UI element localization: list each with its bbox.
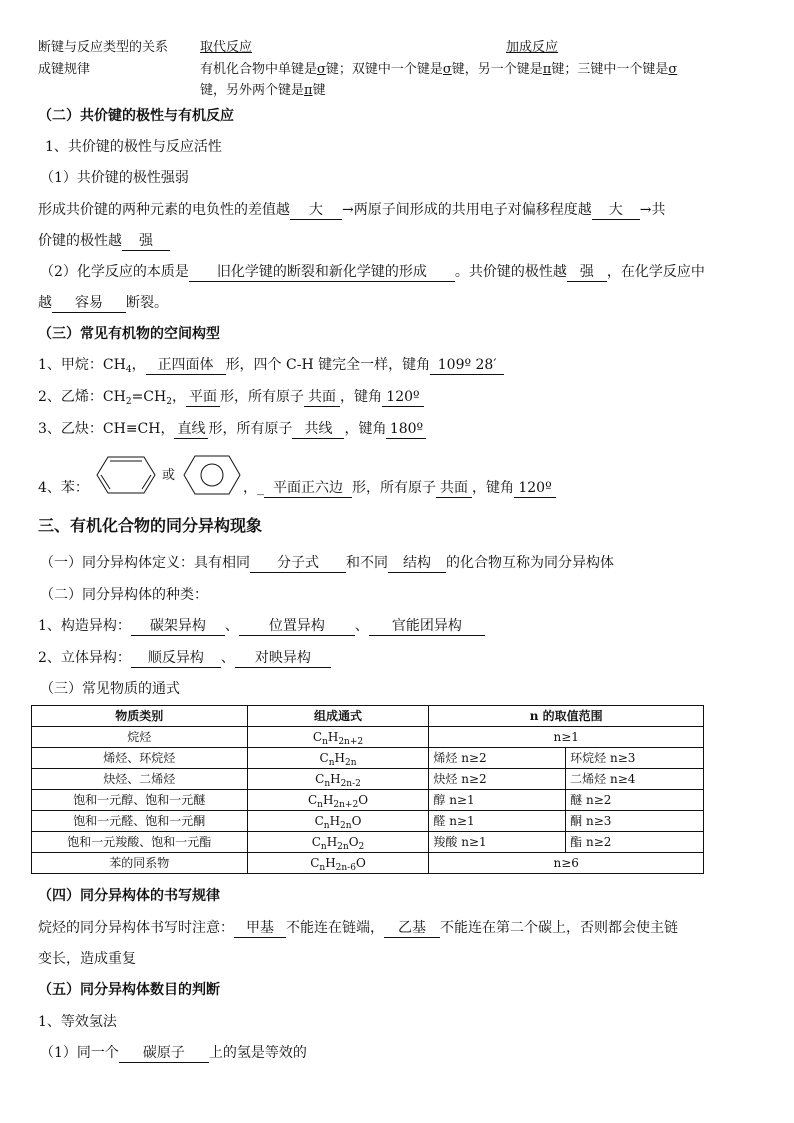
benzene-label: 4、苯： [38, 480, 89, 496]
isomerism-title: 三、有机化合物的同分异构现象 [38, 516, 263, 535]
section-polarity-title: （二）共价键的极性与有机反应 [38, 108, 234, 124]
substitution-reaction: 取代反应 [200, 40, 253, 55]
table-row: 饱和一元羧酸、饱和一元酯 $C_nH_{2n}O_2$ 羧酸 n≥1 酯 n≥2 [32, 832, 704, 853]
blank-carbon-skeleton: 碳架异构 [131, 617, 225, 636]
blank-colinear: 共线 [292, 420, 344, 439]
isomer-count-title: （五）同分异构体数目的判断 [38, 982, 220, 998]
table-header-row [32, 706, 704, 727]
benzene-kekule-icon [96, 456, 156, 494]
bond-rule-text: 有机化合物中单键是σ键；双键中一个键是σ键，另一个键是π键；三键中一个键是σ [200, 62, 678, 77]
blank-angle-3: 180º [386, 420, 426, 439]
blank-coplanar: 共面 [304, 388, 340, 407]
writing-rule-line-1: 烷烃的同分异构体书写时注意： 甲基 不能连在链端， 乙基 不能连在第二个碳上，否则都会使主链 [38, 920, 678, 936]
table-row: 苯的同系物 $C_nH_{2n-6}O$ n≥6 [32, 853, 704, 874]
header-n-range: n 的取值范围 [429, 706, 704, 727]
benzene-line: ，_ 平面正六边 形，所有原子 共面 ，键角 120º [243, 478, 556, 498]
blank-enantiomer: 对映异构 [235, 649, 331, 668]
equivalent-h-line: （1）同一个 碳原子 上的氢是等效的 [40, 1045, 307, 1061]
methane-line: 1、甲烷：$CH_4$， 正四面体 形，四个 C-H 键完全一样，键角 109º 28′ [38, 355, 504, 375]
formulas-title: （三）常见物质的通式 [40, 681, 180, 697]
table-row: 饱和一元醛、饱和一元酮 $C_nH_{2n}O$ 醛 n≥1 酮 n≥3 [32, 811, 704, 832]
ethylene-line: 2、乙烯：$CH_2=CH_2$， 平面 形，所有原子 共面 ，键角 120º [38, 387, 424, 407]
blank-strong-2: 强 [567, 263, 607, 282]
blank-big-1: 大 [290, 201, 342, 220]
constitutional-isomer-line: 1、构造异构： 碳架异构 、 位置异构 、 官能团异构 [38, 616, 485, 636]
blank-tetrahedron: 正四面体 [146, 356, 226, 375]
polarity-line-1: 形成共价键的两种元素的电负性的差值越 大 →两原子间形成的共用电子对偏移程度越 大 →共 [38, 202, 666, 218]
blank-formula: 分子式 [250, 554, 346, 573]
equivalent-h-heading: 1、等效氢法 [38, 1014, 117, 1030]
reaction-essence-line: （2）化学反应的本质是 旧化学键的断裂和新化学键的形成 。共价键的极性越 强 ，在化学反应中 [40, 264, 705, 280]
blank-essence: 旧化学键的断裂和新化学键的形成 [189, 263, 455, 282]
bond-reaction-label: 断键与反应类型的关系 [38, 40, 169, 55]
header-formula: 组成通式 [247, 706, 429, 727]
blank-easy: 容易 [52, 294, 126, 313]
blank-angle-1: 109º 28′ [430, 356, 504, 375]
bond-rule-text-2: 键，另外两个键是π键 [200, 83, 326, 98]
blank-ethyl: 乙基 [384, 919, 440, 938]
blank-cis-trans: 顺反异构 [131, 649, 221, 668]
or-label: 或 [162, 468, 176, 483]
blank-hexagon: 平面正六边 [264, 479, 352, 498]
writing-rules-title: （四）同分异构体的书写规律 [38, 888, 220, 904]
polarity-line-2: 价键的极性越 强 [38, 231, 170, 251]
table-row: 炔烃、二烯烃 $C_nH_{2n-2}$ 炔烃 n≥2 二烯烃 n≥4 [32, 769, 704, 790]
table-row: 饱和一元醇、饱和一元醚 $C_nH_{2n+2}O$ 醇 n≥1 醚 n≥2 [32, 790, 704, 811]
table-row: 烷烃 $C_nH_{2n+2}$ n≥1 [32, 727, 704, 748]
blank-functional-group: 官能团异构 [369, 617, 485, 636]
blank-angle-2: 120º [382, 388, 424, 407]
header-class: 物质类别 [32, 706, 248, 727]
blank-coplanar-2: 共面 [436, 479, 472, 498]
bond-rule-label: 成键规律 [38, 62, 91, 77]
blank-big-2: 大 [592, 201, 640, 220]
section-geometry-title: （三）常见有机物的空间构型 [38, 326, 220, 342]
bond-reaction-row [38, 38, 559, 58]
bond-rule-row [38, 60, 678, 80]
benzene-circle-icon [183, 455, 241, 495]
stereo-isomer-line: 2、立体异构： 顺反异构 、 对映异构 [38, 648, 331, 668]
blank-plane: 平面 [186, 388, 220, 407]
polarity-heading: 1、共价键的极性与反应活性 [45, 139, 222, 155]
blank-position: 位置异构 [239, 617, 355, 636]
writing-rule-line-2: 变长，造成重复 [38, 951, 136, 967]
blank-methyl: 甲基 [234, 919, 286, 938]
addition-reaction: 加成反应 [506, 40, 559, 55]
blank-structure: 结构 [388, 554, 446, 573]
blank-angle-4: 120º [514, 479, 556, 498]
blank-strong-1: 强 [122, 232, 170, 251]
isomer-definition: （一）同分异构体定义：具有相同 分子式 和不同 结构 的化合物互称为同分异构体 [40, 555, 614, 571]
general-formula-table [31, 705, 704, 874]
polarity-subheading: （1）共价键的极性强弱 [40, 170, 189, 186]
blank-straight: 直线 [174, 420, 208, 439]
blank-carbon-atom: 碳原子 [119, 1044, 209, 1063]
isomer-kinds: （二）同分异构体的种类： [40, 587, 208, 603]
reaction-essence-line-2: 越 容易 断裂。 [38, 295, 168, 311]
acetylene-line: 3、乙炔：CH≡CH， 直线 形，所有原子 共线 ，键角 180º [38, 419, 426, 439]
table-row: 烯烃、环烷烃 $C_nH_{2n}$ 烯烃 n≥2 环烷烃 n≥3 [32, 748, 704, 769]
